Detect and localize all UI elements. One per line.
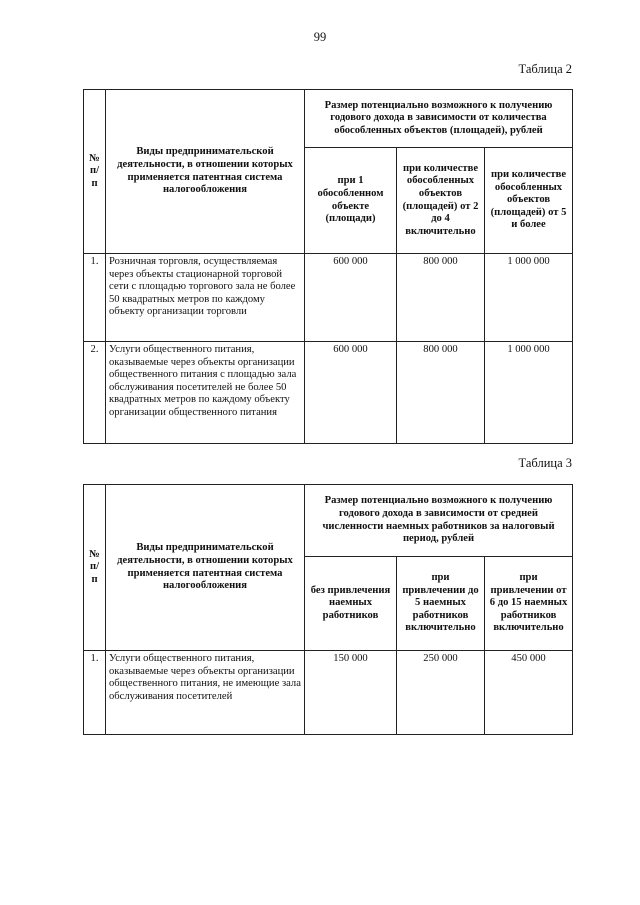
table-row <box>84 342 573 444</box>
header-num: № п/п <box>84 90 106 254</box>
row-value-2: 250 000 <box>397 651 485 735</box>
header-col-2: при привлечении до 5 наемных работников включительно <box>397 557 485 651</box>
row-value-2: 800 000 <box>397 342 485 444</box>
row-value-3: 450 000 <box>485 651 573 735</box>
header-col-1: при 1 обособленном объекте (площади) <box>305 148 397 254</box>
row-value-3: 1 000 000 <box>485 342 573 444</box>
table-row <box>84 651 573 735</box>
row-value-3: 1 000 000 <box>485 254 573 342</box>
header-activity-type: Виды предпринимательской деятельности, в отношении которых применяется патентная система налогообложения <box>106 90 305 254</box>
row-value-1: 150 000 <box>305 651 397 735</box>
page-number: 99 <box>313 30 327 44</box>
row-num: 1. <box>84 254 106 342</box>
header-col-3: при привлечении от 6 до 15 наемных работников включительно <box>485 557 573 651</box>
table-2-caption: Таблица 2 <box>518 62 572 76</box>
row-num: 2. <box>84 342 106 444</box>
table-3-caption: Таблица 3 <box>518 456 572 470</box>
row-num: 1. <box>84 651 106 735</box>
row-activity: Услуги общественного питания, оказываемые через объекты организации общественного питания, не имеющие зала обслуживания посетителей <box>106 651 305 735</box>
table-3 <box>83 484 573 735</box>
row-value-1: 600 000 <box>305 254 397 342</box>
header-num: № п/п <box>84 485 106 651</box>
row-activity: Услуги общественного питания, оказываемые через объекты организации общественного питания с площадью зала обслуживания посетителей не более 50 квадратных метров по каждому объекту организации общественного питания <box>106 342 305 444</box>
row-activity: Розничная торговля, осуществляемая через объекты стационарной торговой сети с площадью торгового зала не более 50 квадратных метров по каждому объекту организации торговли <box>106 254 305 342</box>
header-col-1: без привлечения наемных работников <box>305 557 397 651</box>
row-value-2: 800 000 <box>397 254 485 342</box>
table-2 <box>83 89 573 444</box>
header-activity-type: Виды предпринимательской деятельности, в отношении которых применяется патентная система налогообложения <box>106 485 305 651</box>
row-value-1: 600 000 <box>305 342 397 444</box>
table-row <box>84 254 573 342</box>
header-col-3: при количестве обособленных объектов (площадей) от 5 и более <box>485 148 573 254</box>
header-col-2: при количестве обособленных объектов (площадей) от 2 до 4 включительно <box>397 148 485 254</box>
header-income-group: Размер потенциально возможного к получению годового дохода в зависимости от количества обособленных объектов (площадей), рублей <box>305 90 573 148</box>
header-income-group: Размер потенциально возможного к получению годового дохода в зависимости от средней численности наемных работников за налоговый период, рублей <box>305 485 573 557</box>
